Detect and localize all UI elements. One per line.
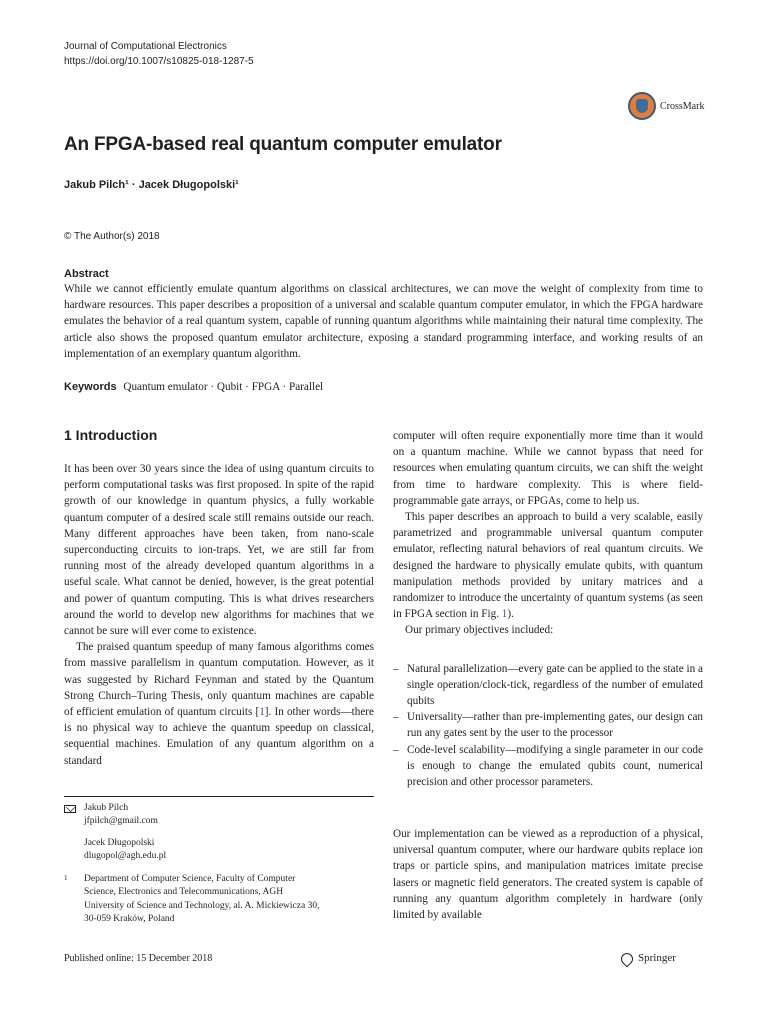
affiliation-mark: 1 <box>64 874 68 882</box>
affiliation-footnote <box>64 873 319 926</box>
author-email-2[interactable]: dlugopol@agh.edu.pl <box>84 850 167 861</box>
citation-link[interactable]: 1 <box>259 706 265 719</box>
list-item: – Universality—rather than pre-implementing gates, our design can run any gates sent by the user to the processor <box>393 709 703 741</box>
crossmark-label: CrossMark <box>660 100 705 112</box>
section-heading-introduction: 1 Introduction <box>64 427 158 443</box>
crossmark-icon <box>628 92 656 120</box>
affiliation-line: 30-059 Kraków, Poland <box>84 913 175 924</box>
footnote-divider <box>64 796 374 797</box>
doi-link[interactable]: https://doi.org/10.1007/s10825-018-1287-5 <box>64 55 254 67</box>
copyright-notice: © The Author(s) 2018 <box>64 231 160 242</box>
abstract-text: While we cannot efficiently emulate quantum algorithms on classical architectures, we can move the weight of complexity from time to hardware resources. This paper describes a proposition of a universal and scalable quantum computer emulator, in which the FPGA hardware emulates the behavior of a real quantum system, capable of running quantum algorithms while maintaining their natural time complexity. The article also shows the proposed quantum emulator architecture, exposing a standard programming interface, and working results of an implementation of an exemplary quantum algorithm. <box>64 283 703 360</box>
published-date: Published online: 15 December 2018 <box>64 953 213 964</box>
left-column <box>64 426 374 769</box>
figure-link[interactable]: 1 <box>501 608 508 621</box>
journal-header <box>64 40 254 69</box>
crossmark-badge[interactable] <box>628 92 704 120</box>
affiliation-line: Department of Computer Science, Faculty of Computer <box>84 874 296 884</box>
correspondence-block <box>64 802 166 863</box>
affiliation-line: University of Science and Technology, al. A. Mickiewicza 30, <box>84 900 320 911</box>
right-column <box>393 428 703 790</box>
intro-paragraph-1: It has been over 30 years since the idea of using quantum circuits to perform computational tasks was first proposed. In spite of the rapid growth of our knowledge in quantum physics, a fully workable quantum computer of a desired scale still remains outside our reach. Many different approaches have been taken, from nano-scale superconducting circuits to ion-traps. Yet, we are still far from running most of the already developed quantum algorithms in a useful scale. What cannot be denied, however, is the great potential and power of quantum computing. This is what drives researchers around the world to develop new algorithms for machines that we cannot be sure will ever come to existence. <box>64 463 374 638</box>
paper-title: An FPGA-based real quantum computer emulator <box>64 134 502 155</box>
list-item: – Code-level scalability—modifying a single parameter in our code is enough to change the emulated qubits count, numerical precision and other processor parameters. <box>393 742 703 791</box>
intro-paragraph-2: The praised quantum speedup of many famous algorithms comes from massive parallelism in quantum computation. However, as it was suggested by Richard Feynman and stated by the Quantum Strong Church–Turing Thesis, only quantum machines are capable of efficient emulation of quantum circuits [1]. In other words—there is no physical way to achieve the quantum speedup on classical, sequential machines. Emulation of any quantum algorithm on a standard <box>64 641 374 767</box>
intro-paragraph-6: Our implementation can be viewed as a reproduction of a physical, universal quantum computer, where our hardware qubits replace ion traps or particle spins, and manipulation matrices imitate precise lasers or magnetic field generators. The created system is capable of running any quantum algorithm completely in hardware (only limited by available <box>393 828 703 922</box>
intro-paragraph-3: computer will often require exponentially more time than it would on a quantum machine. While we cannot bypass that need for resources when emulating quantum circuits, we can shift the weight from time to hardware complexity. This is where field-programmable gate arrays, or FPGAs, come to help us. <box>393 430 703 507</box>
keywords <box>64 381 323 393</box>
keywords-text: Quantum emulator · Qubit · FPGA · Parallel <box>123 381 324 393</box>
keywords-label: Keywords <box>64 381 117 393</box>
publisher-logo <box>620 951 676 965</box>
objectives-list <box>393 661 703 791</box>
envelope-icon <box>64 805 76 813</box>
intro-paragraph-4: This paper describes an approach to build a very scalable, easily parametrized and programmable universal quantum computer emulator, reflecting natural behaviors of real quantum circuits. We designed the hardware to physically emulate qubits, with quantum manipulation methods provided by unitary matrices and a randomizer to introduce the uncertainty of quantum systems (as seen in FPGA section in Fig. 1). <box>393 511 703 621</box>
springer-horse-icon <box>620 951 634 965</box>
intro-paragraph-5: Our primary objectives included: <box>405 624 554 637</box>
publisher-name: Springer <box>638 952 676 964</box>
list-item: – Natural parallelization—every gate can be applied to the state in a single operation/clock-tick, regardless of the number of emulated qubits <box>393 661 703 710</box>
journal-name: Journal of Computational Electronics <box>64 41 227 52</box>
abstract-heading: Abstract <box>64 268 109 280</box>
affiliation-line: Science, Electronics and Telecommunications, AGH <box>84 887 284 898</box>
author-email-1[interactable]: jfpilch@gmail.com <box>84 816 158 827</box>
author-name-2: Jacek Długopolski <box>84 837 155 848</box>
author-list: Jakub Pilch¹ · Jacek Długopolski¹ <box>64 179 239 191</box>
author-name-1: Jakub Pilch <box>84 803 129 813</box>
